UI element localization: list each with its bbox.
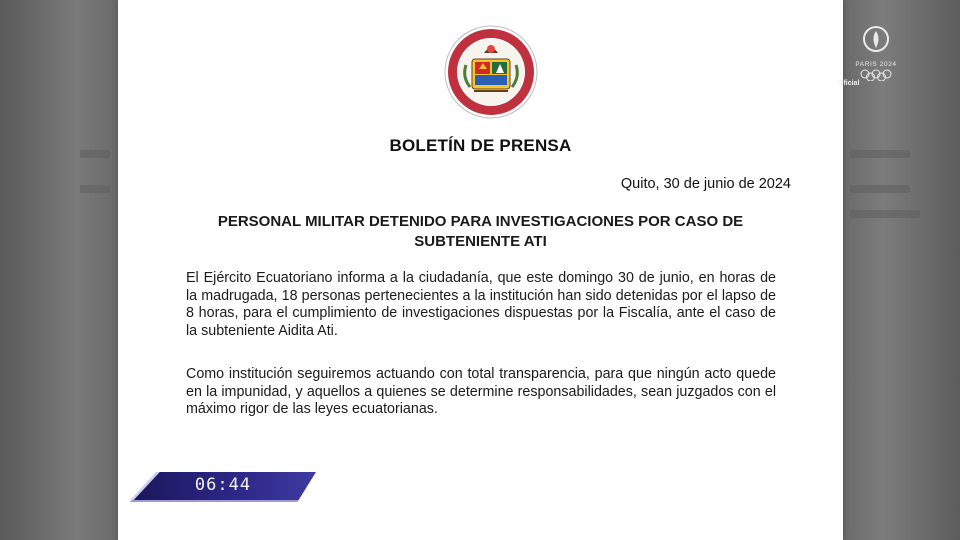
headline-line: PERSONAL MILITAR DETENIDO PARA INVESTIGACIONES POR CASO DE (217, 213, 744, 230)
paragraph-announcement: El Ejército Ecuatoriano informa a la ciudadanía, que este domingo 30 de junio, en horas de la madrugada, 18 personas pertenecientes a la institución han sido detenidas por el lapso de 8 horas, para el cumplimiento de investigaciones dispuestas por la Fiscalía, ante el caso de la subteniente Aidita Ati. (186, 270, 776, 339)
olympic-rings-icon (859, 69, 893, 81)
clock-time: 06:44 (194, 475, 252, 495)
olympic-partner-text: PARIS 2024 (855, 61, 897, 68)
headline-line: SUBTENIENTE ATI (414, 233, 547, 250)
olympic-partner-logo (850, 24, 902, 86)
background-blur-block (850, 150, 910, 158)
press-release-document (118, 0, 843, 540)
background-blur-block (80, 185, 110, 193)
background-blur-block (80, 150, 110, 158)
background-blur-block (850, 210, 920, 218)
partner-caption: Oficial (838, 80, 860, 87)
paragraph-commitment: Como institución seguiremos actuando con total transparencia, para que ningún acto quede en la impunidad, y aquellos a quienes se determine responsabilidades, sean juzgados con el máximo rigor de las leyes ecuatorianas. (186, 366, 776, 417)
document-date: Quito, 30 de junio de 2024 (620, 176, 791, 192)
olympic-flame-icon (861, 24, 891, 54)
ecuadorian-army-crest-icon (444, 25, 538, 119)
headline (188, 212, 773, 252)
document-title: BOLETÍN DE PRENSA (389, 136, 572, 155)
background-blur-block (850, 185, 910, 193)
